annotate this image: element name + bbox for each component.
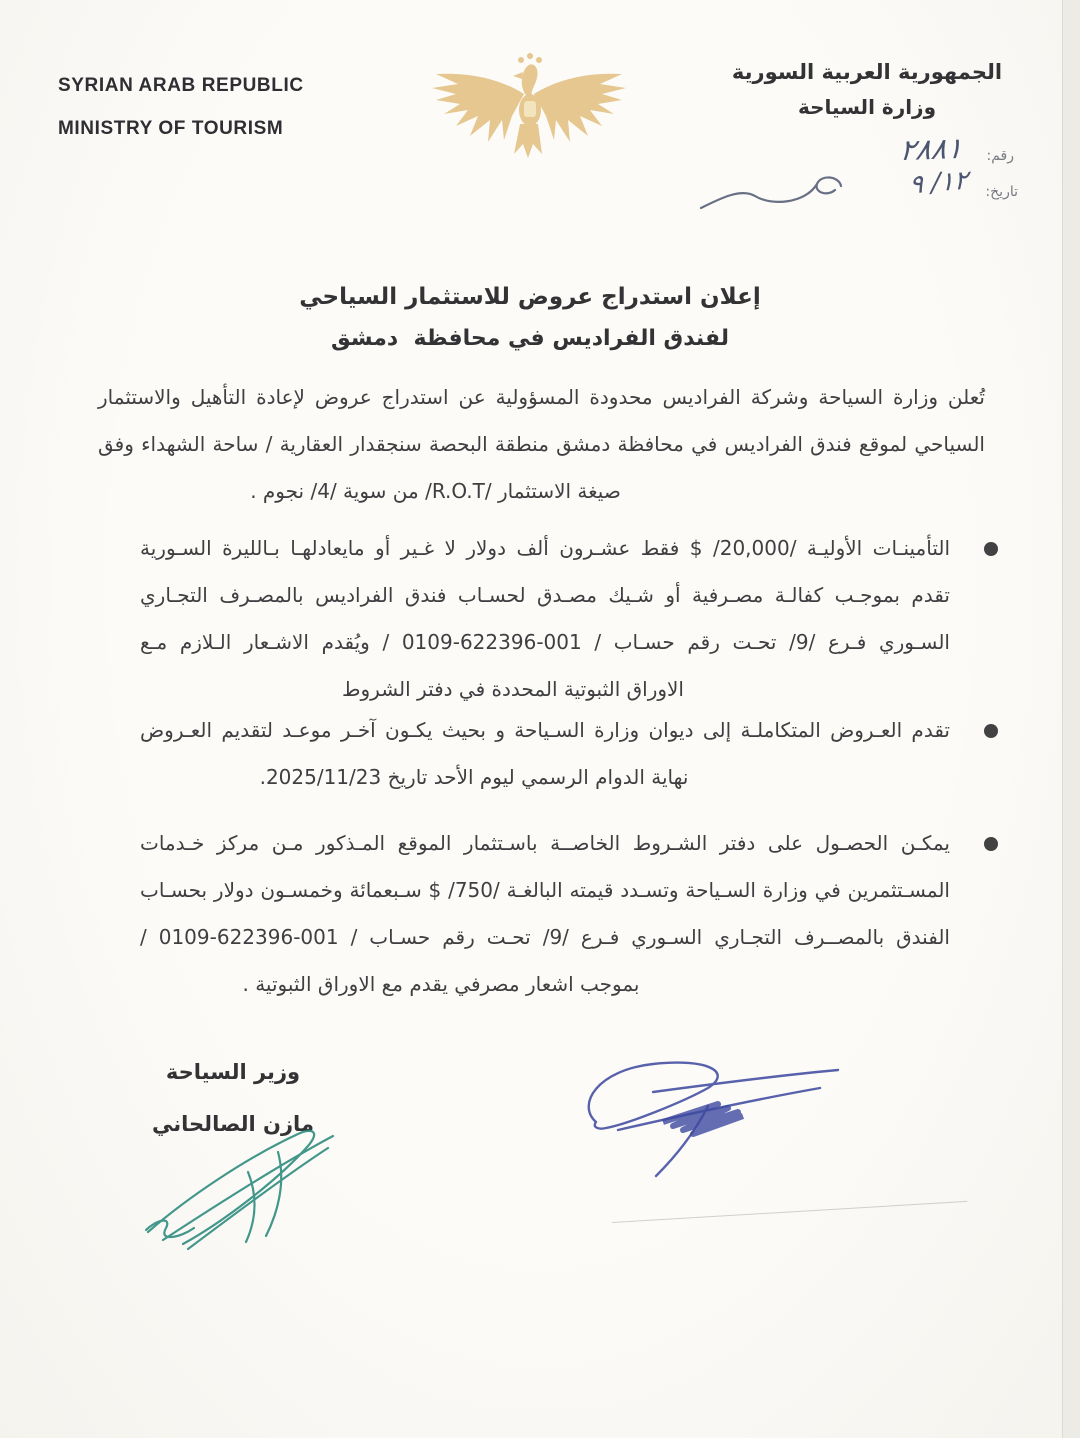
bullet-item-terms-booklet bbox=[140, 820, 950, 1008]
bullet-item-deposit bbox=[140, 525, 950, 713]
bullet-line: الفندق بالمصــرف التجـاري السـوري فـرع /9/ تحـت رقم حسـاب / 001-622396-0109 / bbox=[140, 925, 950, 949]
bullet-line: نهاية الدوام الرسمي ليوم الأحد تاريخ 2025/11/23. bbox=[259, 765, 689, 789]
official-signature-icon bbox=[558, 1044, 870, 1182]
scan-fold-artifact bbox=[612, 1201, 967, 1223]
bullet-icon bbox=[984, 542, 998, 556]
letterhead-arabic bbox=[712, 54, 1022, 124]
ref-number-label: رقم: bbox=[986, 148, 1014, 164]
intro-line: تُعلن وزارة السياحة وشركة الفراديس محدودة المسؤولية عن استدراج عروض لإعادة التأهيل والاستثمار bbox=[98, 385, 985, 409]
bullet-icon bbox=[984, 724, 998, 738]
ministry-name-ar: وزارة السياحة bbox=[797, 95, 937, 119]
handwritten-flourish bbox=[693, 170, 848, 218]
bullet-line: المسـتثمرين في وزارة السـياحة وتسـدد قيمته البالغـة /750/ $ سـبعمائة وخمسـون دولار بحسـاب bbox=[140, 878, 950, 902]
bullet-line: تقدم العـروض المتكاملـة إلى ديوان وزارة السـياحة و بحيث يكـون آخـر موعـد لتقديم العـروض bbox=[140, 718, 950, 742]
page-edge-shadow bbox=[1062, 0, 1080, 1438]
bullet-line: بموجب اشعار مصرفي يقدم مع الاوراق الثبوتية . bbox=[242, 972, 640, 996]
date-label: تاريخ: bbox=[985, 184, 1018, 200]
title-line1: إعلان استدراج عروض للاستثمار السياحي bbox=[299, 284, 761, 310]
intro-paragraph bbox=[98, 374, 985, 515]
signatory-name: مازن الصالحاني bbox=[152, 1112, 314, 1136]
letterhead-english bbox=[58, 64, 304, 150]
bullet-line: تقدم بموجـب كفالـة مصـرفية أو شـيك مصـدق لحسـاب فندق الفراديس بالمصـرف التجـاري bbox=[140, 583, 950, 607]
intro-line: صيغة الاستثمار /R.O.T/ من سوية /4/ نجوم . bbox=[250, 479, 621, 503]
ref-number-handwritten: ٢٨٨١ bbox=[898, 130, 964, 168]
document-title bbox=[0, 276, 1060, 360]
date-handwritten: ١٢/ ٩ bbox=[908, 165, 969, 201]
bullet-line: التأمينـات الأوليـة /20,000/ $ فقط عشـرون ألف دولار لا غـير أو مايعادلهـا بـالليرة السـورية bbox=[140, 536, 951, 560]
minister-signature-icon bbox=[128, 1112, 358, 1257]
title-line2: لفندق الفراديس في محافظة دمشق bbox=[331, 326, 729, 351]
ministry-name-en: MINISTRY OF TOURISM bbox=[58, 118, 284, 139]
golden-eagle-emblem-icon bbox=[418, 48, 640, 172]
bullet-line: يمكـن الحصـول على دفتر الشـروط الخاصــة باسـتثمار الموقع المـذكور مـن مركز خـدمات bbox=[140, 831, 950, 855]
bullet-item-deadline bbox=[140, 707, 950, 801]
intro-line: السياحي لموقع فندق الفراديس في محافظة دمشق منطقة البحصة سنجقدار العقارية / ساحة الشهداء وفق bbox=[98, 432, 985, 456]
bullet-line: السـوري فـرع /9/ تحـت رقم حسـاب / 001-622396-0109 / ويُقدم الاشـعار الـلازم مـع bbox=[140, 630, 950, 654]
bullet-line: الاوراق الثبوتية المحددة في دفتر الشروط bbox=[342, 677, 684, 701]
signatory-title: وزير السياحة bbox=[165, 1060, 301, 1084]
bullet-icon bbox=[984, 837, 998, 851]
country-name-ar: الجمهورية العربية السورية bbox=[731, 60, 1003, 84]
country-name-en: SYRIAN ARAB REPUBLIC bbox=[58, 75, 304, 96]
